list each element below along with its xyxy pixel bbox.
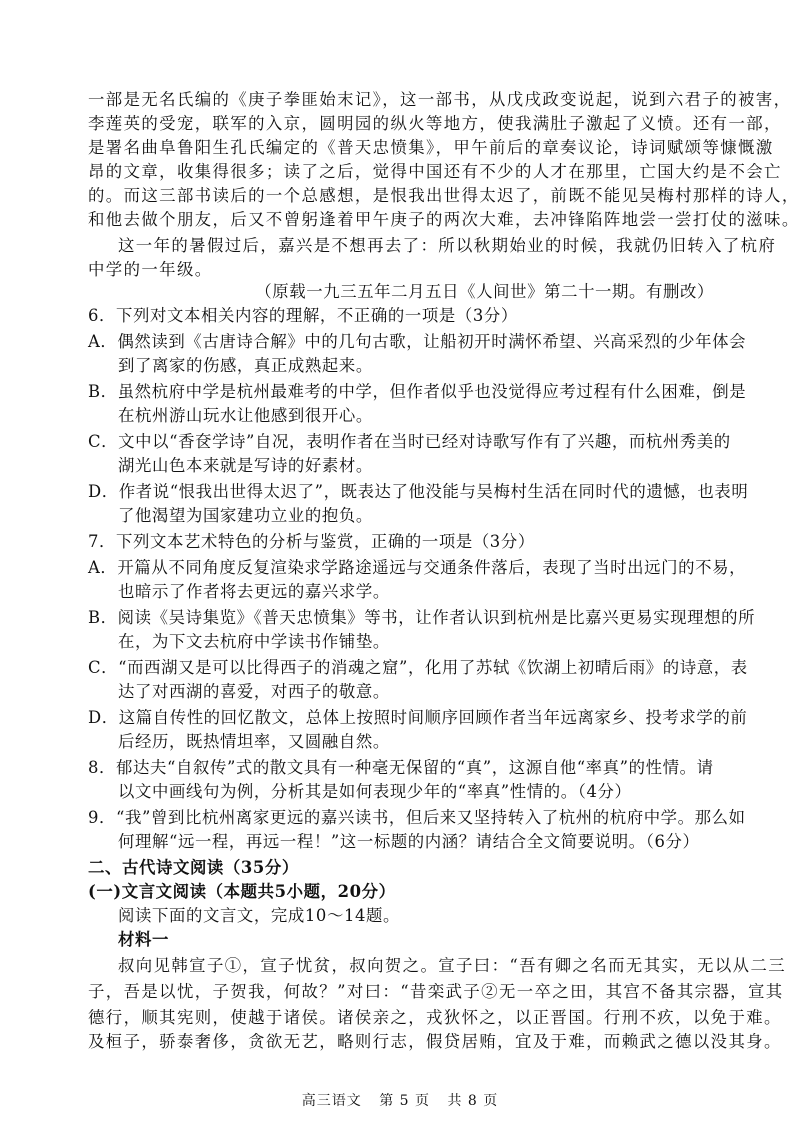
passage-line: 李莲英的受宠，联军的入京，圆明园的纵火等地方，使我满肚子激起了义愤。还有一部， [88,114,782,133]
subsection-title: (一)文言文阅读（本题共5小题，20分） [88,882,396,901]
passage-line: 一部是无名氏编的《庚子拳匪始末记》，这一部书，从戊戌政变说起，说到六君子的被害， [88,90,792,109]
option-6d-cont: 了他渴望为国家建功立业的抱负。 [118,506,373,525]
option-6a: A．偶然读到《古唐诗合解》中的几句古歌，让船初开时满怀希望、兴高采烈的少年体会 [88,332,747,351]
question-8-cont: 以文中画线句为例，分析其是如何表现少年的“率真”性情的。（4分） [118,782,632,801]
question-7: 7．下列文本艺术特色的分析与鉴赏，正确的一项是（3分） [88,532,535,551]
option-6c: C．文中以“香奁学诗”自况，表明作者在当时已经对诗歌写作有了兴趣，而杭州秀美的 [88,432,731,451]
classical-text-line: 叔向见韩宣子①，宣子忧贫，叔向贺之。宣子曰：“吾有卿之名而无其实，无以从二三 [118,956,787,975]
question-8: 8．郁达夫“自叙传”式的散文具有一种毫无保留的“真”，这源自他“率真”的性情。请 [88,758,714,777]
footer-subject: 高三语文 [301,1093,362,1109]
option-7c: C．“而西湖又是可以比得西子的消魂之窟”，化用了苏轼《饮湖上初晴后雨》的诗意，表 [88,658,748,677]
question-9-cont: 何理解“远一程，再远一程！”这一标题的内涵？请结合全文简要说明。（6分） [118,832,700,851]
option-7d-cont: 后经历，既热情坦率，又圆融自然。 [118,732,390,751]
source-note: （原载一九三五年二月五日《人间世》第二十一期。有删改） [255,282,714,301]
passage-line: 和他去做个朋友，后又不曾躬逢着甲午庚子的两次大难，去冲锋陷阵地尝一尝打仗的滋味。 [88,210,800,229]
option-6a-cont: 到了离家的伤感，真正成熟起来。 [118,356,373,375]
option-7c-cont: 达了对西湖的喜爱，对西子的敬意。 [118,682,390,701]
passage-line: 是署名曲阜鲁阳生孔氏编定的《普天忠愤集》，甲午前后的章奏议论，诗词赋颂等慷慨激 [88,138,774,157]
option-7a: A．开篇从不同角度反复渲染求学路途遥远与交通条件落后，表现了当时出远门的不易， [88,558,747,577]
passage-line: 昂的文章，收集得很多；读了之后，觉得中国还有不少的人才在那里，亡国大约是不会亡 [88,162,782,181]
classical-text-line: 子，吾是以忧，子贺我，何故？”对曰：“昔栾武子②无一卒之田，其宫不备其宗器，宣其 [88,982,784,1001]
footer-total: 共 8 页 [447,1093,499,1109]
option-6b-cont: 在杭州游山玩水让他感到很开心。 [118,406,373,425]
instruction: 阅读下面的文言文，完成10～14题。 [118,906,400,925]
classical-text-line: 及桓子，骄泰奢侈，贪欲无艺，略则行志，假贷居贿，宜及于难，而赖武之德以没其身。 [88,1032,782,1051]
option-7b-cont: 在，为下文去杭府中学读书作铺垫。 [118,632,390,651]
question-6: 6．下列对文本相关内容的理解，不正确的一项是（3分） [88,306,518,325]
page-footer [0,1090,800,1110]
option-7d: D．这篇自传性的回忆散文，总体上按照时间顺序回顾作者当年远离家乡、投考求学的前 [88,708,748,727]
option-7a-cont: 也暗示了作者将去更远的嘉兴求学。 [118,582,390,601]
option-6d: D．作者说“恨我出世得太迟了”，既表达了他没能与吴梅村生活在同时代的遗憾，也表明 [88,482,749,501]
passage-line: 中学的一年级。 [88,260,213,279]
passage-line: 的。而这三部书读后的一个总感想，是恨我出世得太迟了，前既不能见吴梅村那样的诗人， [88,186,800,205]
material-title: 材料一 [118,930,169,949]
footer-page: 第 5 页 [379,1093,430,1109]
classical-text-line: 德行，顺其宪则，使越于诸侯。诸侯亲之，戎狄怀之，以正晋国。行刑不疚，以免于难。 [88,1008,782,1027]
option-6c-cont: 湖光山色本来就是写诗的好素材。 [118,456,373,475]
option-7b: B．阅读《吴诗集览》《普天忠愤集》等书，让作者认识到杭州是比嘉兴更易实现理想的所 [88,608,756,627]
option-6b: B．虽然杭府中学是杭州最难考的中学，但作者似乎也没觉得应考过程有什么困难，倒是 [88,382,747,401]
passage-line: 这一年的暑假过后，嘉兴是不想再去了：所以秋期始业的时候，我就仍旧转入了杭府 [118,236,777,255]
section-title: 二、古代诗文阅读（35分） [88,858,299,877]
question-9: 9．“我”曾到比杭州离家更远的嘉兴读书，但后来又坚持转入了杭州的杭府中学。那么如 [88,808,746,827]
